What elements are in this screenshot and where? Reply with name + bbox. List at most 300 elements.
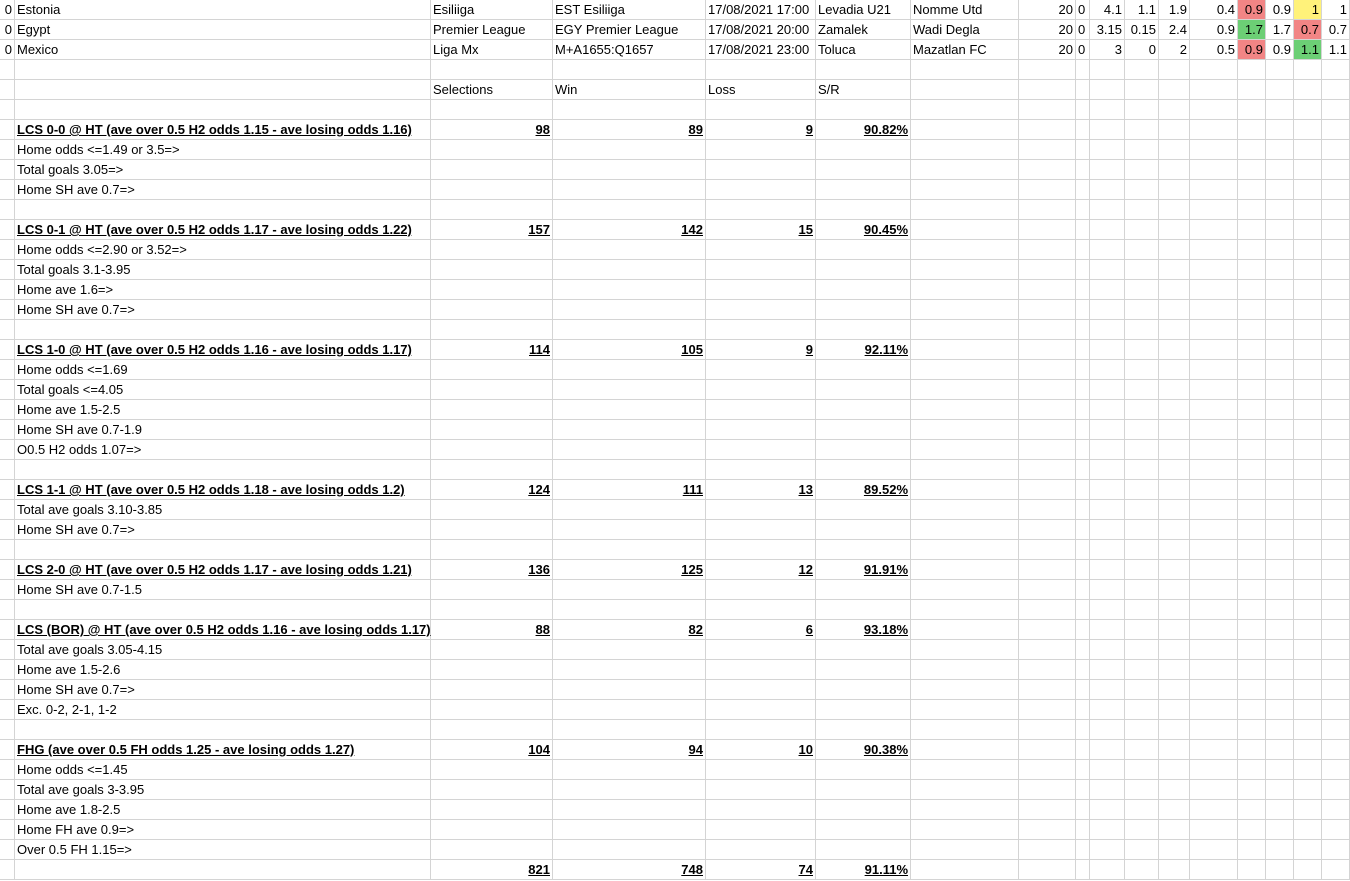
strategy-criteria[interactable] [15, 380, 431, 400]
empty-cell[interactable] [911, 540, 1019, 560]
empty-cell[interactable] [1159, 460, 1190, 480]
empty-cell[interactable] [1322, 620, 1350, 640]
empty-cell[interactable] [431, 240, 553, 260]
empty-cell[interactable] [0, 460, 15, 480]
fixture-value-d[interactable] [1125, 20, 1159, 40]
empty-cell[interactable] [1238, 380, 1266, 400]
loss-value[interactable] [706, 560, 816, 580]
empty-cell[interactable] [1125, 260, 1159, 280]
empty-cell[interactable] [1322, 780, 1350, 800]
empty-cell[interactable] [1076, 280, 1090, 300]
empty-cell[interactable] [1190, 400, 1238, 420]
empty-cell[interactable] [553, 300, 706, 320]
empty-cell[interactable] [431, 460, 553, 480]
empty-cell[interactable] [1190, 700, 1238, 720]
empty-cell[interactable] [816, 700, 911, 720]
empty-cell[interactable] [911, 200, 1019, 220]
fixture-value-c[interactable] [1090, 0, 1125, 20]
empty-cell[interactable] [0, 120, 15, 140]
fixture-value-d[interactable] [1125, 40, 1159, 60]
empty-cell[interactable] [911, 380, 1019, 400]
empty-cell[interactable] [1294, 220, 1322, 240]
empty-cell[interactable] [1238, 740, 1266, 760]
empty-cell[interactable] [706, 320, 816, 340]
fixture-value-j[interactable] [1322, 40, 1350, 60]
empty-cell[interactable] [1125, 220, 1159, 240]
empty-cell[interactable] [1019, 180, 1076, 200]
empty-cell[interactable] [553, 320, 706, 340]
empty-cell[interactable] [1190, 620, 1238, 640]
empty-cell[interactable] [1159, 700, 1190, 720]
empty-cell[interactable] [1322, 300, 1350, 320]
empty-cell[interactable] [1238, 680, 1266, 700]
empty-cell[interactable] [1322, 420, 1350, 440]
empty-cell[interactable] [1238, 640, 1266, 660]
empty-cell[interactable] [1125, 720, 1159, 740]
empty-cell[interactable] [1190, 580, 1238, 600]
empty-cell[interactable] [706, 280, 816, 300]
empty-cell[interactable] [816, 320, 911, 340]
empty-cell[interactable] [816, 140, 911, 160]
empty-cell[interactable] [1294, 760, 1322, 780]
fixture-datetime[interactable] [706, 20, 816, 40]
empty-cell[interactable] [1190, 760, 1238, 780]
empty-cell[interactable] [1238, 620, 1266, 640]
empty-cell[interactable] [1190, 460, 1238, 480]
win-value[interactable] [553, 120, 706, 140]
loss-value[interactable] [706, 220, 816, 240]
empty-cell[interactable] [1190, 600, 1238, 620]
empty-cell[interactable] [0, 840, 15, 860]
empty-cell[interactable] [1266, 600, 1294, 620]
empty-cell[interactable] [911, 340, 1019, 360]
empty-cell[interactable] [1266, 480, 1294, 500]
fixture-value-h[interactable] [1266, 20, 1294, 40]
empty-cell[interactable] [1294, 620, 1322, 640]
empty-cell[interactable] [1090, 860, 1125, 880]
empty-cell[interactable] [1238, 140, 1266, 160]
empty-cell[interactable] [1019, 480, 1076, 500]
empty-cell[interactable] [1125, 820, 1159, 840]
empty-cell[interactable] [1266, 740, 1294, 760]
strategy-criteria[interactable] [15, 360, 431, 380]
empty-cell[interactable] [1322, 660, 1350, 680]
empty-cell[interactable] [1090, 580, 1125, 600]
empty-cell[interactable] [1294, 260, 1322, 280]
empty-cell[interactable] [1322, 700, 1350, 720]
empty-cell[interactable] [1294, 480, 1322, 500]
strategy-criteria[interactable] [15, 700, 431, 720]
empty-cell[interactable] [553, 60, 706, 80]
empty-cell[interactable] [1190, 440, 1238, 460]
empty-cell[interactable] [1238, 540, 1266, 560]
empty-cell[interactable] [0, 800, 15, 820]
empty-cell[interactable] [1190, 140, 1238, 160]
strategy-title[interactable] [15, 740, 431, 760]
empty-cell[interactable] [1266, 100, 1294, 120]
empty-cell[interactable] [1294, 320, 1322, 340]
empty-cell[interactable] [1190, 680, 1238, 700]
fixture-value-g[interactable] [1238, 0, 1266, 20]
empty-cell[interactable] [1159, 500, 1190, 520]
empty-cell[interactable] [1125, 860, 1159, 880]
empty-cell[interactable] [1190, 420, 1238, 440]
empty-cell[interactable] [911, 220, 1019, 240]
empty-cell[interactable] [1294, 240, 1322, 260]
empty-cell[interactable] [1019, 260, 1076, 280]
empty-cell[interactable] [1076, 540, 1090, 560]
empty-cell[interactable] [1294, 60, 1322, 80]
empty-cell[interactable] [1090, 200, 1125, 220]
empty-cell[interactable] [1322, 200, 1350, 220]
empty-cell[interactable] [1090, 260, 1125, 280]
empty-cell[interactable] [1266, 380, 1294, 400]
empty-cell[interactable] [1266, 780, 1294, 800]
fixture-index[interactable] [0, 0, 15, 20]
empty-cell[interactable] [1090, 500, 1125, 520]
empty-cell[interactable] [1076, 860, 1090, 880]
empty-cell[interactable] [553, 380, 706, 400]
empty-cell[interactable] [706, 780, 816, 800]
empty-cell[interactable] [1159, 180, 1190, 200]
empty-cell[interactable] [1294, 720, 1322, 740]
empty-cell[interactable] [553, 460, 706, 480]
empty-cell[interactable] [1125, 460, 1159, 480]
empty-cell[interactable] [0, 60, 15, 80]
empty-cell[interactable] [1238, 580, 1266, 600]
empty-cell[interactable] [0, 780, 15, 800]
strategy-criteria[interactable] [15, 400, 431, 420]
empty-cell[interactable] [1294, 780, 1322, 800]
empty-cell[interactable] [431, 280, 553, 300]
empty-cell[interactable] [1125, 580, 1159, 600]
empty-cell[interactable] [431, 300, 553, 320]
empty-cell[interactable] [1159, 620, 1190, 640]
empty-cell[interactable] [553, 440, 706, 460]
empty-cell[interactable] [1019, 740, 1076, 760]
empty-cell[interactable] [1294, 100, 1322, 120]
empty-cell[interactable] [1190, 840, 1238, 860]
empty-cell[interactable] [1159, 440, 1190, 460]
empty-cell[interactable] [706, 540, 816, 560]
empty-cell[interactable] [816, 420, 911, 440]
empty-cell[interactable] [1190, 780, 1238, 800]
empty-cell[interactable] [1019, 580, 1076, 600]
empty-cell[interactable] [1159, 60, 1190, 80]
empty-cell[interactable] [1125, 480, 1159, 500]
empty-cell[interactable] [1159, 80, 1190, 100]
empty-cell[interactable] [1322, 600, 1350, 620]
empty-cell[interactable] [816, 640, 911, 660]
fixture-value-j[interactable] [1322, 0, 1350, 20]
empty-cell[interactable] [1019, 660, 1076, 680]
empty-cell[interactable] [816, 440, 911, 460]
strike-rate-value[interactable] [816, 560, 911, 580]
empty-cell[interactable] [1190, 180, 1238, 200]
empty-cell[interactable] [1238, 420, 1266, 440]
empty-cell[interactable] [1076, 840, 1090, 860]
empty-cell[interactable] [1322, 320, 1350, 340]
empty-cell[interactable] [1266, 160, 1294, 180]
empty-cell[interactable] [1076, 560, 1090, 580]
empty-cell[interactable] [816, 180, 911, 200]
empty-cell[interactable] [1266, 680, 1294, 700]
empty-cell[interactable] [431, 260, 553, 280]
empty-cell[interactable] [15, 320, 431, 340]
empty-cell[interactable] [1266, 400, 1294, 420]
empty-cell[interactable] [15, 860, 431, 880]
empty-cell[interactable] [1076, 80, 1090, 100]
empty-cell[interactable] [1159, 540, 1190, 560]
fixture-value-c[interactable] [1090, 40, 1125, 60]
empty-cell[interactable] [1019, 140, 1076, 160]
fixture-home-team[interactable] [816, 0, 911, 20]
empty-cell[interactable] [0, 860, 15, 880]
empty-cell[interactable] [706, 400, 816, 420]
empty-cell[interactable] [1076, 620, 1090, 640]
empty-cell[interactable] [1090, 180, 1125, 200]
fixture-value-a[interactable] [1019, 40, 1076, 60]
empty-cell[interactable] [1159, 860, 1190, 880]
empty-cell[interactable] [1322, 80, 1350, 100]
empty-cell[interactable] [1322, 860, 1350, 880]
empty-cell[interactable] [1238, 800, 1266, 820]
empty-cell[interactable] [1238, 860, 1266, 880]
empty-cell[interactable] [1090, 300, 1125, 320]
empty-cell[interactable] [911, 760, 1019, 780]
empty-cell[interactable] [553, 800, 706, 820]
empty-cell[interactable] [15, 720, 431, 740]
empty-cell[interactable] [1190, 800, 1238, 820]
empty-cell[interactable] [1190, 520, 1238, 540]
empty-cell[interactable] [1238, 660, 1266, 680]
empty-cell[interactable] [706, 240, 816, 260]
empty-cell[interactable] [1019, 540, 1076, 560]
empty-cell[interactable] [553, 500, 706, 520]
empty-cell[interactable] [1125, 440, 1159, 460]
empty-cell[interactable] [706, 680, 816, 700]
strategy-criteria[interactable] [15, 440, 431, 460]
empty-cell[interactable] [706, 360, 816, 380]
empty-cell[interactable] [1076, 720, 1090, 740]
empty-cell[interactable] [1159, 260, 1190, 280]
empty-cell[interactable] [1019, 420, 1076, 440]
empty-cell[interactable] [1090, 780, 1125, 800]
strategy-criteria[interactable] [15, 820, 431, 840]
empty-cell[interactable] [1076, 420, 1090, 440]
empty-cell[interactable] [1294, 540, 1322, 560]
empty-cell[interactable] [431, 660, 553, 680]
empty-cell[interactable] [1238, 600, 1266, 620]
empty-cell[interactable] [911, 360, 1019, 380]
empty-cell[interactable] [1190, 160, 1238, 180]
empty-cell[interactable] [911, 520, 1019, 540]
empty-cell[interactable] [1159, 340, 1190, 360]
empty-cell[interactable] [1076, 460, 1090, 480]
empty-cell[interactable] [1019, 700, 1076, 720]
empty-cell[interactable] [1125, 800, 1159, 820]
empty-cell[interactable] [0, 280, 15, 300]
empty-cell[interactable] [1159, 660, 1190, 680]
empty-cell[interactable] [1125, 240, 1159, 260]
empty-cell[interactable] [1076, 340, 1090, 360]
empty-cell[interactable] [1294, 200, 1322, 220]
strategy-criteria[interactable] [15, 800, 431, 820]
empty-cell[interactable] [0, 80, 15, 100]
loss-value[interactable] [706, 120, 816, 140]
empty-cell[interactable] [1076, 220, 1090, 240]
empty-cell[interactable] [1266, 180, 1294, 200]
empty-cell[interactable] [706, 140, 816, 160]
empty-cell[interactable] [1238, 400, 1266, 420]
empty-cell[interactable] [553, 780, 706, 800]
empty-cell[interactable] [431, 100, 553, 120]
strike-rate-value[interactable] [816, 220, 911, 240]
empty-cell[interactable] [1238, 480, 1266, 500]
empty-cell[interactable] [1238, 160, 1266, 180]
empty-cell[interactable] [706, 580, 816, 600]
empty-cell[interactable] [1294, 120, 1322, 140]
empty-cell[interactable] [0, 500, 15, 520]
empty-cell[interactable] [1322, 440, 1350, 460]
empty-cell[interactable] [706, 720, 816, 740]
empty-cell[interactable] [1238, 80, 1266, 100]
empty-cell[interactable] [1190, 240, 1238, 260]
empty-cell[interactable] [1125, 640, 1159, 660]
empty-cell[interactable] [1125, 180, 1159, 200]
empty-cell[interactable] [1238, 220, 1266, 240]
empty-cell[interactable] [1190, 720, 1238, 740]
empty-cell[interactable] [1190, 860, 1238, 880]
empty-cell[interactable] [1322, 100, 1350, 120]
empty-cell[interactable] [1159, 780, 1190, 800]
empty-cell[interactable] [1159, 100, 1190, 120]
win-value[interactable] [553, 560, 706, 580]
empty-cell[interactable] [0, 320, 15, 340]
empty-cell[interactable] [1294, 420, 1322, 440]
empty-cell[interactable] [1019, 60, 1076, 80]
empty-cell[interactable] [1294, 360, 1322, 380]
empty-cell[interactable] [1238, 720, 1266, 740]
empty-cell[interactable] [1019, 800, 1076, 820]
empty-cell[interactable] [911, 180, 1019, 200]
empty-cell[interactable] [1294, 800, 1322, 820]
empty-cell[interactable] [1125, 140, 1159, 160]
empty-cell[interactable] [1190, 480, 1238, 500]
fixture-value-a[interactable] [1019, 0, 1076, 20]
strategy-criteria[interactable] [15, 260, 431, 280]
empty-cell[interactable] [1266, 440, 1294, 460]
empty-cell[interactable] [1019, 80, 1076, 100]
empty-cell[interactable] [0, 360, 15, 380]
empty-cell[interactable] [1019, 860, 1076, 880]
empty-cell[interactable] [553, 600, 706, 620]
empty-cell[interactable] [1322, 520, 1350, 540]
empty-cell[interactable] [1090, 760, 1125, 780]
empty-cell[interactable] [1076, 400, 1090, 420]
strike-rate-value[interactable] [816, 480, 911, 500]
empty-cell[interactable] [1238, 340, 1266, 360]
empty-cell[interactable] [1266, 260, 1294, 280]
empty-cell[interactable] [706, 60, 816, 80]
empty-cell[interactable] [1019, 500, 1076, 520]
empty-cell[interactable] [431, 180, 553, 200]
empty-cell[interactable] [1159, 280, 1190, 300]
empty-cell[interactable] [1266, 140, 1294, 160]
empty-cell[interactable] [1238, 120, 1266, 140]
empty-cell[interactable] [1019, 160, 1076, 180]
empty-cell[interactable] [1090, 840, 1125, 860]
empty-cell[interactable] [911, 700, 1019, 720]
empty-cell[interactable] [553, 140, 706, 160]
empty-cell[interactable] [1090, 520, 1125, 540]
empty-cell[interactable] [431, 320, 553, 340]
fixture-value-c[interactable] [1090, 20, 1125, 40]
empty-cell[interactable] [553, 160, 706, 180]
empty-cell[interactable] [1019, 100, 1076, 120]
empty-cell[interactable] [911, 720, 1019, 740]
empty-cell[interactable] [431, 520, 553, 540]
empty-cell[interactable] [431, 140, 553, 160]
empty-cell[interactable] [0, 760, 15, 780]
empty-cell[interactable] [1159, 480, 1190, 500]
empty-cell[interactable] [553, 720, 706, 740]
fixture-country[interactable] [15, 40, 431, 60]
fixture-home-team[interactable] [816, 20, 911, 40]
empty-cell[interactable] [816, 460, 911, 480]
loss-value[interactable] [706, 340, 816, 360]
empty-cell[interactable] [553, 360, 706, 380]
empty-cell[interactable] [1076, 700, 1090, 720]
strategy-criteria[interactable] [15, 140, 431, 160]
empty-cell[interactable] [816, 720, 911, 740]
empty-cell[interactable] [1090, 640, 1125, 660]
empty-cell[interactable] [1019, 440, 1076, 460]
fixture-datetime[interactable] [706, 40, 816, 60]
empty-cell[interactable] [706, 640, 816, 660]
empty-cell[interactable] [1019, 760, 1076, 780]
empty-cell[interactable] [706, 660, 816, 680]
empty-cell[interactable] [553, 420, 706, 440]
empty-cell[interactable] [911, 860, 1019, 880]
empty-cell[interactable] [1266, 720, 1294, 740]
empty-cell[interactable] [1238, 360, 1266, 380]
strike-rate-value[interactable] [816, 120, 911, 140]
empty-cell[interactable] [1076, 180, 1090, 200]
empty-cell[interactable] [431, 540, 553, 560]
empty-cell[interactable] [1019, 400, 1076, 420]
empty-cell[interactable] [0, 160, 15, 180]
empty-cell[interactable] [1019, 620, 1076, 640]
fixture-value-f[interactable] [1190, 0, 1238, 20]
empty-cell[interactable] [1019, 340, 1076, 360]
empty-cell[interactable] [1322, 840, 1350, 860]
fixture-datetime[interactable] [706, 0, 816, 20]
empty-cell[interactable] [1322, 540, 1350, 560]
empty-cell[interactable] [1019, 600, 1076, 620]
empty-cell[interactable] [1294, 160, 1322, 180]
empty-cell[interactable] [1159, 580, 1190, 600]
empty-cell[interactable] [15, 600, 431, 620]
empty-cell[interactable] [1090, 220, 1125, 240]
empty-cell[interactable] [553, 240, 706, 260]
empty-cell[interactable] [1322, 400, 1350, 420]
empty-cell[interactable] [431, 780, 553, 800]
empty-cell[interactable] [1159, 160, 1190, 180]
fixture-country[interactable] [15, 20, 431, 40]
empty-cell[interactable] [911, 300, 1019, 320]
empty-cell[interactable] [706, 820, 816, 840]
